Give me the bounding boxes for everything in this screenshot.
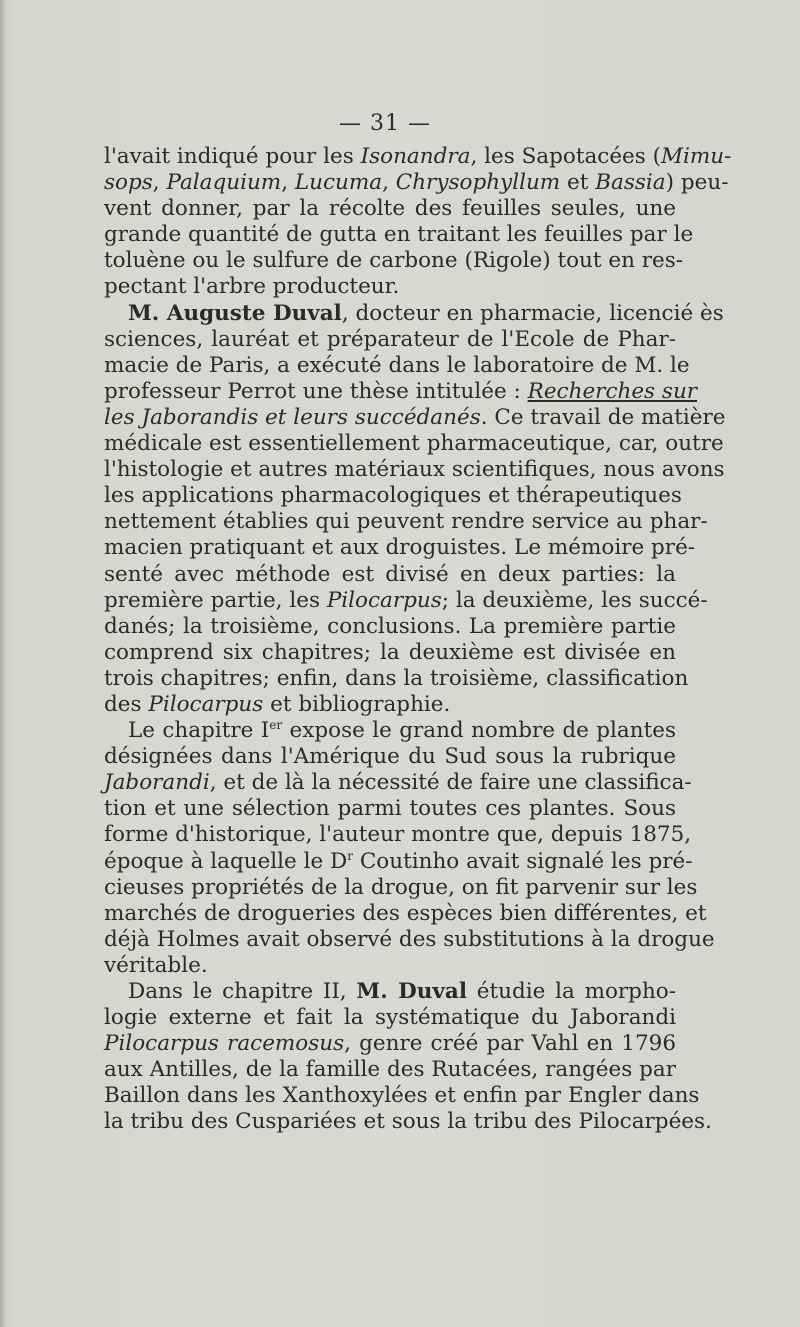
text-line: danés; la troisième, conclusions. La première partie: [104, 613, 676, 639]
text-line: senté avec méthode est divisé en deux parties: la: [104, 561, 676, 587]
text-line: cieuses propriétés de la drogue, on fit parvenir sur les: [104, 874, 698, 900]
body-text: [104, 144, 732, 1136]
text-line: la tribu des Cuspariées et sous la tribu des Pilocarpées.: [104, 1109, 712, 1135]
text-line: l'histologie et autres matériaux scientifiques, nous avons: [104, 457, 725, 483]
text-line: toluène ou le sulfure de carbone (Rigole) tout en res-: [104, 248, 684, 274]
text-line: Baillon dans les Xanthoxylées et enfin par Engler dans: [104, 1083, 700, 1109]
text-line: sops, Palaquium, Lucuma, Chrysophyllum et Bassia) peu-: [104, 170, 729, 196]
text-line: Pilocarpus racemosus, genre créé par Vahl en 1796: [104, 1031, 676, 1057]
text-line: pectant l'arbre producteur.: [104, 274, 400, 300]
text-line: première partie, les Pilocarpus; la deuxième, les succé-: [104, 587, 708, 613]
text-line: l'avait indiqué pour les Isonandra, les Sapotacées (Mimu-: [104, 144, 732, 169]
text-line: aux Antilles, de la famille des Rutacées, rangées par: [104, 1057, 676, 1083]
text-line: médicale est essentiellement pharmaceutique, car, outre: [104, 431, 724, 457]
paragraph-start-line: Le chapitre Ier expose le grand nombre de plantes: [128, 717, 676, 744]
text-line: macien pratiquant et aux droguistes. Le mémoire pré-: [104, 535, 696, 561]
text-line: véritable.: [104, 952, 208, 978]
text-line: désignées dans l'Amérique du Sud sous la rubrique: [104, 744, 676, 770]
text-line: sciences, lauréat et préparateur de l'Ecole de Phar-: [104, 326, 676, 352]
text-line: grande quantité de gutta en traitant les feuilles par le: [104, 222, 694, 248]
text-line: comprend six chapitres; la deuxième est divisée en: [104, 639, 676, 665]
text-line: Jaborandi, et de là la nécessité de faire une classifica-: [104, 770, 692, 796]
paragraph-start-line: Dans le chapitre II, M. Duval étudie la morpho-: [128, 979, 676, 1004]
paragraph-start-line: M. Auguste Duval, docteur en pharmacie, licencié ès: [128, 300, 724, 326]
text-line: époque à laquelle le $D^r$ Coutinho avait signalé les pré-: [104, 848, 693, 874]
text-line: vent donner, par la récolte des feuilles seules, une: [104, 196, 676, 222]
text-line: tion et une sélection parmi toutes ces plantes. Sous: [104, 796, 676, 822]
text-line: logie externe et fait la systématique du Jaborandi: [104, 1005, 676, 1031]
text-line: les applications pharmacologiques et thérapeutiques: [104, 483, 682, 509]
text-line: nettement établies qui peuvent rendre service au phar-: [104, 509, 708, 535]
text-line: macie de Paris, a exécuté dans le laboratoire de M. le: [104, 352, 690, 378]
page-number: — 31 —: [339, 111, 431, 136]
text-line: professeur Perrot une thèse intitulée : Recherches sur: [104, 378, 698, 404]
binding-edge: [0, 0, 6, 1327]
text-line: forme d'historique, l'auteur montre que, depuis 1875,: [104, 822, 692, 848]
text-line: déjà Holmes avait observé des substitutions à la drogue: [104, 926, 715, 952]
text-line: trois chapitres; enfin, dans la troisième, classification: [104, 665, 689, 691]
text-line: marchés de drogueries des espèces bien différentes, et: [104, 900, 707, 926]
text-line: des Pilocarpus et bibliographie.: [104, 691, 451, 717]
text-line: les Jaborandis et leurs succédanés. Ce travail de matière: [104, 404, 726, 430]
